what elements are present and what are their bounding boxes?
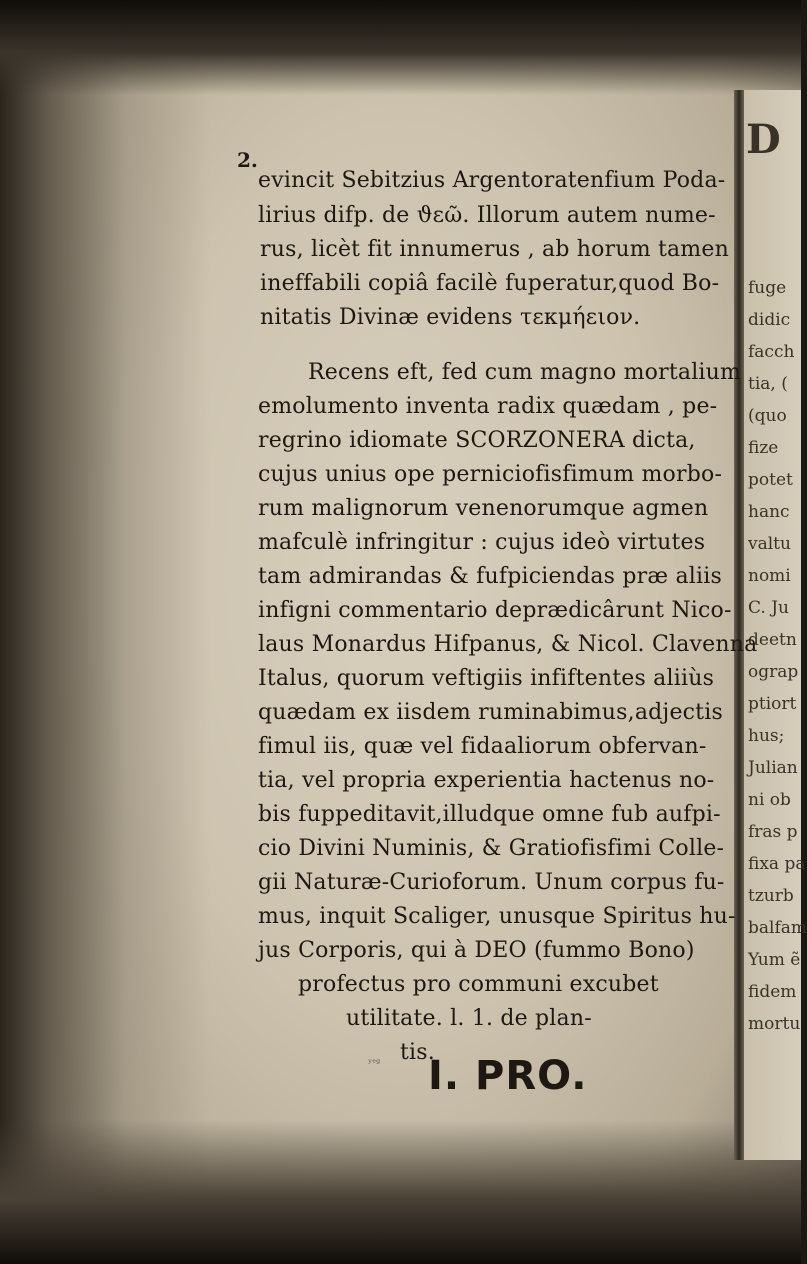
ink-smudge: ʸᵉᵍ bbox=[368, 1058, 381, 1069]
facing-fragment: fuge bbox=[748, 278, 787, 298]
text-line: quædam ex iisdem ruminabimus,adjectis bbox=[258, 700, 723, 725]
facing-fragment: Yum ẽ bbox=[748, 950, 801, 970]
text-line: cio Divini Numinis, & Gratiofisfimi Colle- bbox=[258, 836, 725, 861]
facing-fragment: potet bbox=[748, 470, 793, 490]
text-line: evincit Sebitzius Argentoratenfium Poda- bbox=[258, 168, 726, 193]
facing-fragment: ni ob bbox=[748, 790, 791, 810]
text-line: lirius difp. de ϑεῶ. Illorum autem nume- bbox=[258, 203, 716, 228]
facing-fragment: nomi bbox=[748, 566, 791, 586]
text-line: fimul iis, quæ vel fidaaliorum obfervan- bbox=[258, 734, 707, 759]
facing-page-edge bbox=[744, 90, 807, 1160]
text-line: jus Corporis, qui à DEO (fummo Bono) bbox=[258, 938, 695, 963]
text-line: tam admirandas & fufpiciendas præ aliis bbox=[258, 564, 722, 589]
text-line: bis fuppeditavit,illudque omne fub aufpi- bbox=[258, 802, 721, 827]
facing-fragment: fidem bbox=[748, 982, 797, 1002]
text-line: rum malignorum venenorumque agmen bbox=[258, 496, 709, 521]
text-line: tis. bbox=[400, 1040, 435, 1065]
facing-fragment: didic bbox=[748, 310, 791, 330]
facing-fragment: tzurb bbox=[748, 886, 794, 906]
facing-fragment: ptiort bbox=[748, 694, 797, 714]
text-line: infigni commentario deprædicârunt Nico- bbox=[258, 598, 732, 623]
facing-fragment: C. Ju bbox=[748, 598, 789, 618]
signature-mark: 2. bbox=[237, 148, 258, 172]
facing-fragment: (quo bbox=[748, 406, 787, 426]
text-line: ineffabili copiâ facilè fuperatur,quod Bo- bbox=[260, 271, 720, 296]
facing-fragment: ograp bbox=[748, 662, 799, 682]
text-line: profectus pro communi excubet bbox=[298, 972, 659, 997]
text-line: gii Naturæ-Curioforum. Unum corpus fu- bbox=[258, 870, 725, 895]
facing-fragment: fize bbox=[748, 438, 779, 458]
text-line: emolumento inventa radix quædam , pe- bbox=[258, 394, 718, 419]
book-gutter bbox=[734, 90, 744, 1160]
text-line: mus, inquit Scaliger, unusque Spiritus hu- bbox=[258, 904, 736, 929]
left-shadow bbox=[0, 0, 210, 1264]
text-line: mafculè infringitur : cujus ideò virtutes bbox=[258, 530, 706, 555]
text-line: regrino idiomate SCORZONERA dicta, bbox=[258, 428, 696, 453]
text-line: utilitate. l. 1. de plan- bbox=[346, 1006, 592, 1031]
text-line: Italus, quorum veftigiis infiftentes aliiùs bbox=[258, 666, 715, 691]
facing-fragment: D bbox=[746, 116, 781, 163]
facing-fragment: facch bbox=[748, 342, 795, 362]
facing-fragment: hus; bbox=[748, 726, 785, 746]
facing-fragment: balfam bbox=[748, 918, 807, 938]
facing-fragment: fras p bbox=[748, 822, 798, 842]
text-line: cujus unius ope perniciofisfimum morbo- bbox=[258, 462, 723, 487]
facing-fragment: valtu bbox=[748, 534, 791, 554]
bottom-dark-band bbox=[0, 1120, 801, 1264]
facing-fragment: mortu bbox=[748, 1014, 801, 1034]
text-line: laus Monardus Hifpanus, & Nicol. Clavenna bbox=[258, 632, 758, 657]
facing-fragment: hanc bbox=[748, 502, 790, 522]
facing-fragment: Julian bbox=[748, 758, 798, 778]
facing-fragment: deetn bbox=[748, 630, 797, 650]
facing-fragment: fixa pa bbox=[748, 854, 806, 874]
text-line: nitatis Divinæ evidens τεκμήειον. bbox=[260, 305, 641, 330]
text-line: tia, vel propria experientia hactenus no- bbox=[258, 768, 715, 793]
facing-fragment: tia, ( bbox=[748, 374, 788, 394]
text-line: Recens eft, fed cum magno mortalium bbox=[308, 360, 742, 385]
catchword: I. PRO. bbox=[428, 1053, 588, 1099]
top-dark-band bbox=[0, 0, 801, 95]
text-line: rus, licèt fit innumerus , ab horum tamen bbox=[260, 237, 729, 262]
